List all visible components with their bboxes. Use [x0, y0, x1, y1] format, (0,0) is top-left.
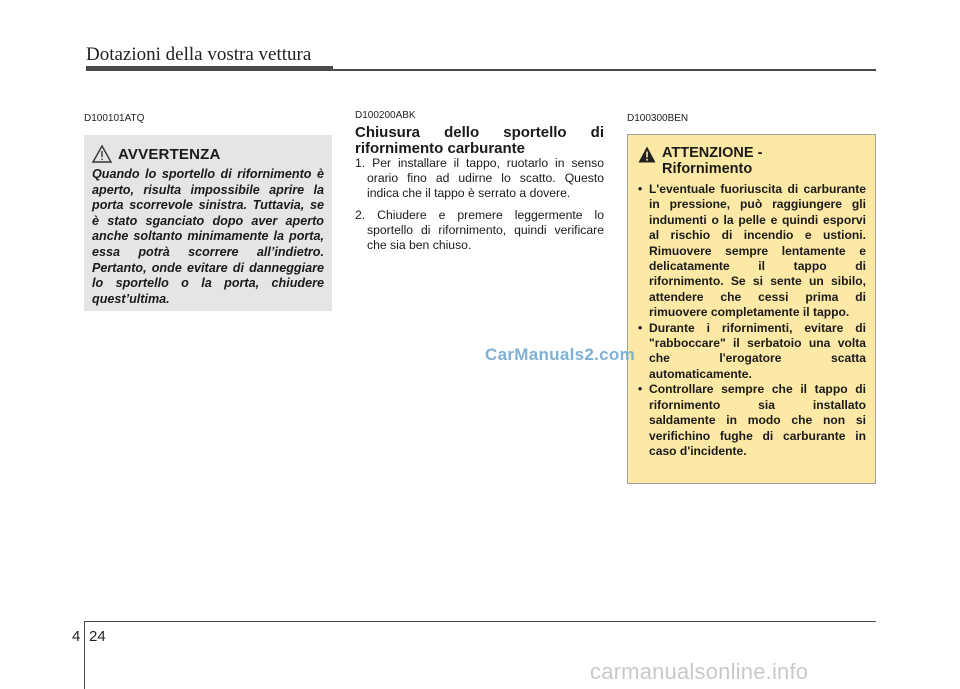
header-rule [86, 66, 876, 71]
code-middle: D100200ABK [355, 110, 416, 121]
caution-title-line1: ATTENZIONE - [662, 145, 763, 161]
watermark-text: CarManuals2.com [485, 345, 635, 364]
code-left: D100101ATQ [84, 113, 145, 124]
code-right: D100300BEN [627, 113, 689, 124]
caution-list [638, 182, 866, 459]
warning-box [84, 135, 332, 311]
page-number: 24 [89, 628, 106, 645]
section-title: Chiusura dello sportello di rifornimento carburante [355, 124, 604, 157]
site-watermark: carmanualsonline.info [590, 659, 809, 684]
caution-title-line2: Rifornimento [662, 161, 753, 177]
footer-rule [84, 621, 876, 622]
caution-item: • Durante i rifornimenti, evitare di "rabboccare" il serbatoio una volta che l'erogatore scatta automaticamente. [638, 321, 866, 383]
warning-triangle-icon [92, 145, 112, 163]
caution-triangle-icon [638, 146, 656, 163]
steps-list [355, 156, 604, 259]
warning-title: AVVERTENZA [118, 145, 221, 163]
footer-vertical-rule [84, 621, 85, 689]
caution-item: • Controllare sempre che il tappo di rifornimento sia installato saldamente in modo che non si verifichino fughe di carburante in caso d'incidente. [638, 382, 866, 459]
caution-item: • L'eventuale fuoriuscita di carburante in pressione, può raggiungere gli indumenti o la pelle e quindi esporvi al rischio di incendio e ustioni. Rimuovere sempre lentamente e delicatamente il tappo di rifornimento. Se si sente un sibilo, attendere che cessi prima di rimuovere completamente il tappo. [638, 182, 866, 321]
step-item: 1. Per installare il tappo, ruotarlo in senso orario fino ad udirne lo scatto. Questo indica che il tappo è serrato a dovere. [355, 156, 604, 201]
page-chapter: 4 [72, 628, 81, 645]
page-header-title: Dotazioni della vostra vettura [86, 44, 312, 65]
caution-box [627, 134, 876, 484]
step-item: 2. Chiudere e premere leggermente lo sportello di rifornimento, quindi verificare che sia ben chiuso. [355, 207, 604, 253]
warning-text: Quando lo sportello di rifornimento è aperto, risulta impossibile aprire la porta scorrevole sinistra. Tuttavia, se è stato sganciato dopo aver aperto anche soltanto minimamente la porta, essa potrà scorrere all’indietro. Pertanto, onde evitare di danneggiare lo sportello o la porta, chiudere quest’ultima. [92, 167, 324, 306]
